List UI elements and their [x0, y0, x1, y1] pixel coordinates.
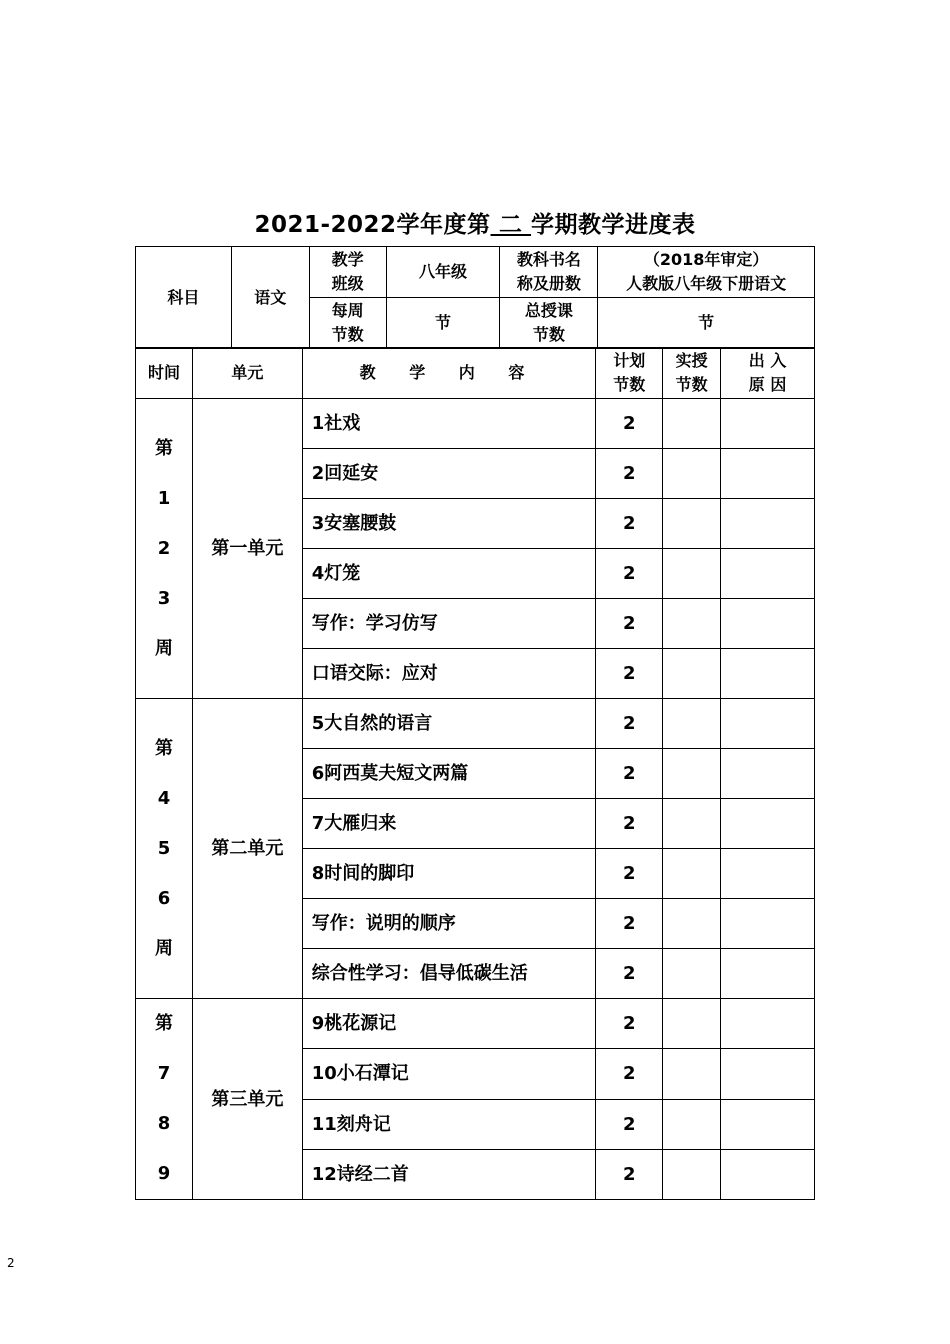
unit-name: 第一单元 [192, 399, 302, 699]
deviation-reason [721, 449, 815, 499]
book-label-line2: 称及册数 [516, 274, 581, 293]
table-row [136, 699, 815, 749]
title-prefix: 2021-2022学年度第 [254, 212, 491, 238]
lesson-content: 9桃花源记 [302, 999, 596, 1049]
planned-hours: 2 [596, 949, 663, 999]
planned-hours: 2 [596, 399, 663, 449]
week-range-cell [136, 999, 193, 1200]
week-range-line: 第 [154, 437, 173, 459]
col-content: 教 学 内 容 [302, 348, 596, 399]
actual-hours [663, 999, 721, 1049]
actual-hours [663, 399, 721, 449]
weekly-value: 节 [386, 298, 500, 349]
unit-name: 第二单元 [192, 699, 302, 999]
page-title [0, 206, 950, 239]
lesson-content: 口语交际：应对 [302, 649, 596, 699]
subject-value: 语文 [231, 247, 309, 349]
total-label [500, 298, 598, 349]
page-number: 2 [7, 1256, 15, 1270]
subject-label: 科目 [136, 247, 232, 349]
deviation-reason [721, 699, 815, 749]
deviation-reason [721, 1099, 815, 1149]
planned-hours: 2 [596, 1099, 663, 1149]
unit-name: 第三单元 [192, 999, 302, 1200]
lesson-content: 12诗经二首 [302, 1149, 596, 1199]
planned-hours: 2 [596, 1149, 663, 1199]
lesson-content: 10小石潭记 [302, 1049, 596, 1099]
actual-hours [663, 849, 721, 899]
lesson-content: 7大雁归来 [302, 799, 596, 849]
col-actual-line1: 实授 [675, 351, 708, 370]
col-actual-line2: 节数 [675, 375, 708, 394]
planned-hours: 2 [596, 499, 663, 549]
week-range-line: 8 [157, 1113, 171, 1134]
week-range-line: 周 [154, 937, 173, 959]
deviation-reason [721, 899, 815, 949]
title-suffix: 学期教学进度表 [531, 212, 696, 238]
lesson-content: 4灯笼 [302, 549, 596, 599]
col-planned-line1: 计划 [613, 351, 646, 370]
weekly-label [309, 298, 386, 349]
actual-hours [663, 449, 721, 499]
lesson-content: 2回延安 [302, 449, 596, 499]
col-actual [663, 348, 721, 399]
deviation-reason [721, 999, 815, 1049]
week-range-line: 9 [157, 1163, 171, 1184]
col-time: 时间 [136, 348, 193, 399]
schedule-body [136, 348, 815, 1200]
planned-hours: 2 [596, 649, 663, 699]
deviation-reason [721, 949, 815, 999]
deviation-reason [721, 1049, 815, 1099]
col-reason-line2: 原 因 [748, 375, 787, 394]
week-range-cell [136, 699, 193, 999]
week-range-line: 2 [157, 537, 171, 559]
header-table [135, 246, 815, 349]
actual-hours [663, 599, 721, 649]
planned-hours: 2 [596, 1049, 663, 1099]
planned-hours: 2 [596, 599, 663, 649]
week-range-line: 6 [157, 887, 171, 909]
schedule-table [135, 347, 815, 1200]
book-label-line1: 教科书名 [516, 250, 581, 269]
deviation-reason [721, 649, 815, 699]
week-range-line: 1 [157, 487, 171, 509]
week-range-line: 周 [154, 637, 173, 659]
col-unit: 单元 [192, 348, 302, 399]
lesson-content: 11刻舟记 [302, 1099, 596, 1149]
week-range-line: 3 [157, 587, 171, 609]
planned-hours: 2 [596, 549, 663, 599]
class-value: 八年级 [386, 247, 500, 298]
lesson-content: 综合性学习：倡导低碳生活 [302, 949, 596, 999]
column-header-row [136, 348, 815, 399]
total-label-line1: 总授课 [524, 301, 573, 320]
planned-hours: 2 [596, 799, 663, 849]
planned-hours: 2 [596, 749, 663, 799]
lesson-content: 3安塞腰鼓 [302, 499, 596, 549]
actual-hours [663, 1149, 721, 1199]
planned-hours: 2 [596, 999, 663, 1049]
planned-hours: 2 [596, 449, 663, 499]
actual-hours [663, 899, 721, 949]
table-row [136, 399, 815, 449]
weekly-label-line2: 节数 [331, 325, 364, 344]
week-range-line: 7 [157, 1063, 171, 1084]
class-label-line2: 班级 [331, 274, 364, 293]
actual-hours [663, 949, 721, 999]
col-reason-line1: 出 入 [748, 351, 787, 370]
actual-hours [663, 1049, 721, 1099]
book-value [598, 247, 815, 298]
week-range-cell [136, 399, 193, 699]
book-label [500, 247, 598, 298]
planned-hours: 2 [596, 849, 663, 899]
actual-hours [663, 1099, 721, 1149]
total-label-line2: 节数 [532, 325, 565, 344]
deviation-reason [721, 549, 815, 599]
lesson-content: 写作：说明的顺序 [302, 899, 596, 949]
total-value: 节 [598, 298, 815, 349]
deviation-reason [721, 1149, 815, 1199]
deviation-reason [721, 499, 815, 549]
lesson-content: 写作：学习仿写 [302, 599, 596, 649]
weekly-label-line1: 每周 [331, 301, 364, 320]
week-range-line: 第 [154, 737, 173, 759]
col-reason [721, 348, 815, 399]
col-planned-line2: 节数 [613, 375, 646, 394]
actual-hours [663, 499, 721, 549]
book-value-line2: 人教版八年级下册语文 [626, 274, 787, 293]
planned-hours: 2 [596, 699, 663, 749]
class-label [309, 247, 386, 298]
book-value-line1: （2018年审定） [643, 250, 769, 269]
actual-hours [663, 549, 721, 599]
actual-hours [663, 699, 721, 749]
deviation-reason [721, 849, 815, 899]
col-planned [596, 348, 663, 399]
table-row [136, 999, 815, 1049]
lesson-content: 5大自然的语言 [302, 699, 596, 749]
class-label-line1: 教学 [331, 250, 364, 269]
actual-hours [663, 649, 721, 699]
lesson-content: 8时间的脚印 [302, 849, 596, 899]
title-semester: 二 [490, 212, 532, 238]
lesson-content: 1社戏 [302, 399, 596, 449]
deviation-reason [721, 749, 815, 799]
actual-hours [663, 749, 721, 799]
deviation-reason [721, 799, 815, 849]
week-range-line: 4 [157, 787, 171, 809]
deviation-reason [721, 599, 815, 649]
actual-hours [663, 799, 721, 849]
planned-hours: 2 [596, 899, 663, 949]
week-range-line: 第 [154, 1013, 173, 1034]
deviation-reason [721, 399, 815, 449]
week-range-line: 5 [157, 837, 171, 859]
lesson-content: 6阿西莫夫短文两篇 [302, 749, 596, 799]
